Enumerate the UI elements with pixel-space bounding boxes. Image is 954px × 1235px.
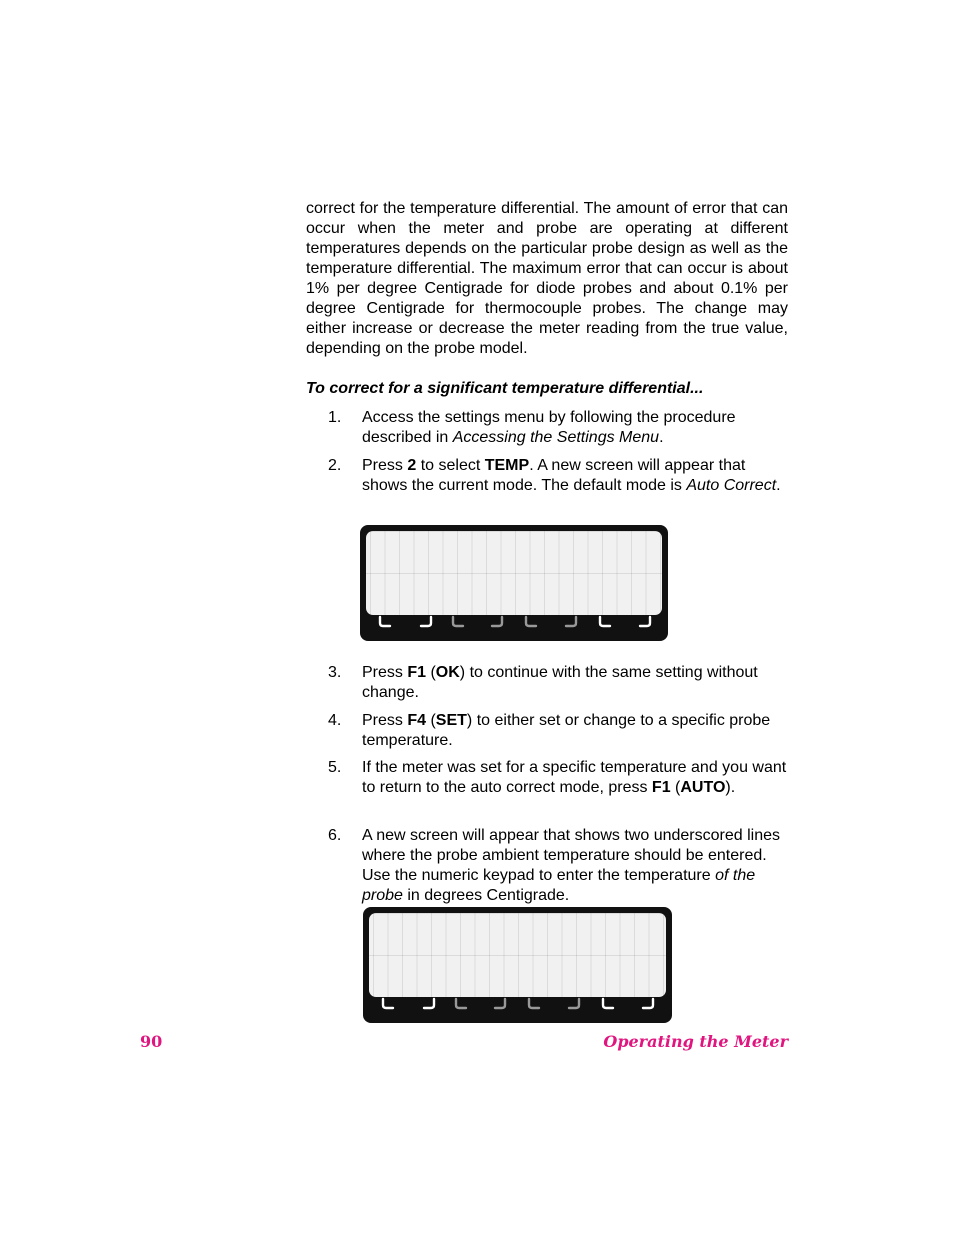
function-key-brackets: [360, 615, 668, 641]
step-number: 3.: [328, 664, 342, 681]
page-number: 90: [140, 1032, 163, 1051]
section-heading: To correct for a significant temperature differential...: [306, 380, 704, 397]
step-text: [362, 711, 788, 751]
lcd-display: [363, 907, 672, 1023]
step-text-part: A new screen will appear that shows two underscored lines where the probe ambient temperature should be entered. Use the numeric keypad to enter the temperature: [362, 827, 780, 884]
step-text-part: Press: [362, 457, 408, 474]
step-text-part: Access the settings menu by following the procedure described in: [362, 409, 736, 446]
step-text-part: (: [670, 779, 681, 796]
key-label: AUTO: [680, 779, 726, 796]
step-text-part: ).: [725, 779, 736, 796]
step-text-part: in degrees Centigrade.: [402, 887, 570, 904]
default-mode-name: Auto Correct: [686, 477, 777, 494]
step-number: 5.: [328, 759, 342, 776]
step-text-part: to select: [416, 457, 485, 474]
step-text: [362, 663, 788, 703]
key-label: 2: [407, 457, 417, 474]
key-label: OK: [435, 664, 460, 681]
step-text: [362, 456, 788, 496]
step-text-part: . A new screen will appear that shows the current mode. The default mode is: [362, 457, 746, 494]
step-text-part: (: [426, 664, 436, 681]
intro-paragraph: correct for the temperature differential. The amount of error that can occur when the meter and probe are operating at different temperatures depends on the particular probe design as well as the temperature differential. The maximum error that can occur is about 1% per degree Centigrade for diode probes and about 0.1% per degree Centigrade for thermocouple probes. The change may either increase or decrease the meter reading from the true value, depending on the probe model.: [306, 200, 788, 357]
footer-section-title: Operating the Meter: [603, 1032, 788, 1051]
emphasis-text: of the probe: [362, 867, 756, 904]
lcd-screen: [369, 913, 666, 997]
settings-menu-reference: Accessing the Settings Menu: [452, 429, 660, 446]
key-label: F4: [407, 712, 427, 729]
step-text: [362, 758, 788, 798]
key-label: SET: [435, 712, 467, 729]
step-text: [362, 826, 788, 906]
key-label: TEMP: [484, 457, 530, 474]
step-number: 4.: [328, 712, 342, 729]
function-key-brackets: [363, 997, 672, 1023]
step-text-part: ) to continue with the same setting without change.: [362, 664, 758, 701]
step-number: 6.: [328, 827, 342, 844]
lcd-display: [360, 525, 668, 641]
step-text: [362, 408, 788, 448]
step-number: 2.: [328, 457, 342, 474]
step-text-part: Press: [362, 664, 408, 681]
step-text-part: .: [659, 429, 664, 446]
step-text-part: Press: [362, 712, 408, 729]
step-number: 1.: [328, 409, 342, 426]
key-label: F1: [651, 779, 671, 796]
key-label: F1: [407, 664, 427, 681]
step-text-part: (: [426, 712, 436, 729]
lcd-screen: [366, 531, 662, 615]
step-text-part: If the meter was set for a specific temperature and you want to return to the auto correct mode, press: [362, 759, 787, 796]
step-text-part: ) to either set or change to a specific probe temperature.: [362, 712, 771, 749]
step-text-part: .: [776, 477, 781, 494]
